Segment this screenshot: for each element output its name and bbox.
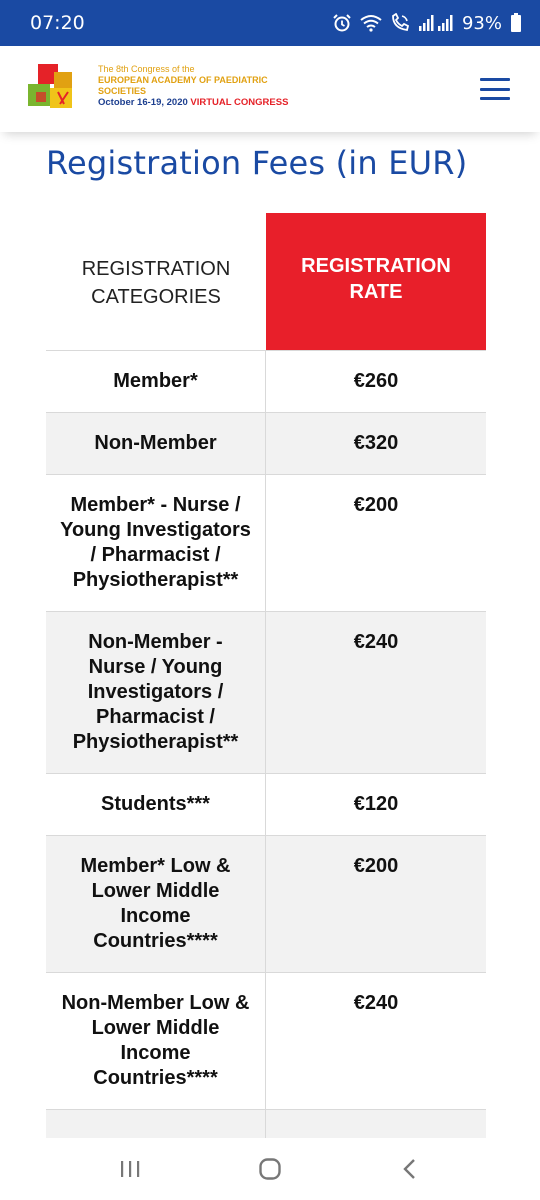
status-bar [0, 0, 540, 46]
page-title: Registration Fees (in EUR) [46, 144, 468, 182]
header-category-text: REGISTRATION CATEGORIES [81, 257, 231, 308]
table-row [46, 1109, 486, 1138]
status-time: 07:20 [30, 12, 85, 34]
android-nav-bar [0, 1138, 540, 1200]
row-category: Non-Member Low & Lower Middle Income Countries**** [46, 973, 266, 1109]
back-icon[interactable] [390, 1149, 430, 1189]
row-category: Member* [46, 351, 266, 412]
wifi-call-icon [390, 13, 410, 33]
battery-percent: 93% [461, 12, 502, 34]
home-icon[interactable] [250, 1149, 290, 1189]
row-category [46, 1110, 266, 1138]
row-rate: €260 [353, 370, 399, 392]
row-category: Non-Member [46, 413, 266, 474]
logo-line-4 [98, 97, 298, 108]
row-rate: €200 [353, 855, 399, 877]
row-rate: €240 [353, 992, 399, 1014]
recents-icon[interactable] [110, 1149, 150, 1189]
logo-line-2: EUROPEAN ACADEMY OF PAEDIATRIC [98, 75, 268, 85]
logo-line-3: SOCIETIES [98, 86, 147, 96]
table-row [46, 773, 486, 835]
table-row [46, 474, 486, 611]
row-rate: €320 [353, 432, 399, 454]
row-rate: €240 [353, 631, 399, 653]
row-category: Non-Member - Nurse / Young Investigators / Pharmacist / Physiotherapist** [46, 612, 266, 773]
congress-logo[interactable] [24, 62, 84, 112]
table-row [46, 972, 486, 1109]
row-category: Member* - Nurse / Young Investigators / Pharmacist / Physiotherapist** [46, 475, 266, 611]
table-row [46, 412, 486, 474]
row-rate: €120 [353, 793, 399, 815]
table-row [46, 350, 486, 412]
logo-dates: October 16-19, 2020 [98, 97, 188, 108]
row-rate [266, 1110, 486, 1138]
row-category: Member* Low & Lower Middle Income Countries**** [46, 836, 266, 972]
status-icons [332, 13, 522, 34]
alarm-icon [332, 13, 352, 33]
menu-icon[interactable] [480, 78, 510, 100]
logo-virtual: VIRTUAL CONGRESS [190, 97, 289, 108]
header-rate-text: REGISTRATION RATE [301, 255, 451, 303]
row-rate: €200 [353, 494, 399, 516]
table-row [46, 611, 486, 773]
battery-icon [510, 13, 522, 33]
fees-table [46, 213, 486, 1138]
header-rate [266, 213, 486, 350]
signal-icon [418, 14, 454, 32]
header-category [46, 213, 266, 350]
table-header [46, 213, 486, 350]
logo-text [98, 64, 298, 108]
wifi-icon [360, 14, 382, 32]
site-header [0, 46, 540, 132]
logo-line-1: The 8th Congress of the [98, 64, 195, 74]
table-row [46, 835, 486, 972]
row-category: Students*** [46, 774, 266, 835]
